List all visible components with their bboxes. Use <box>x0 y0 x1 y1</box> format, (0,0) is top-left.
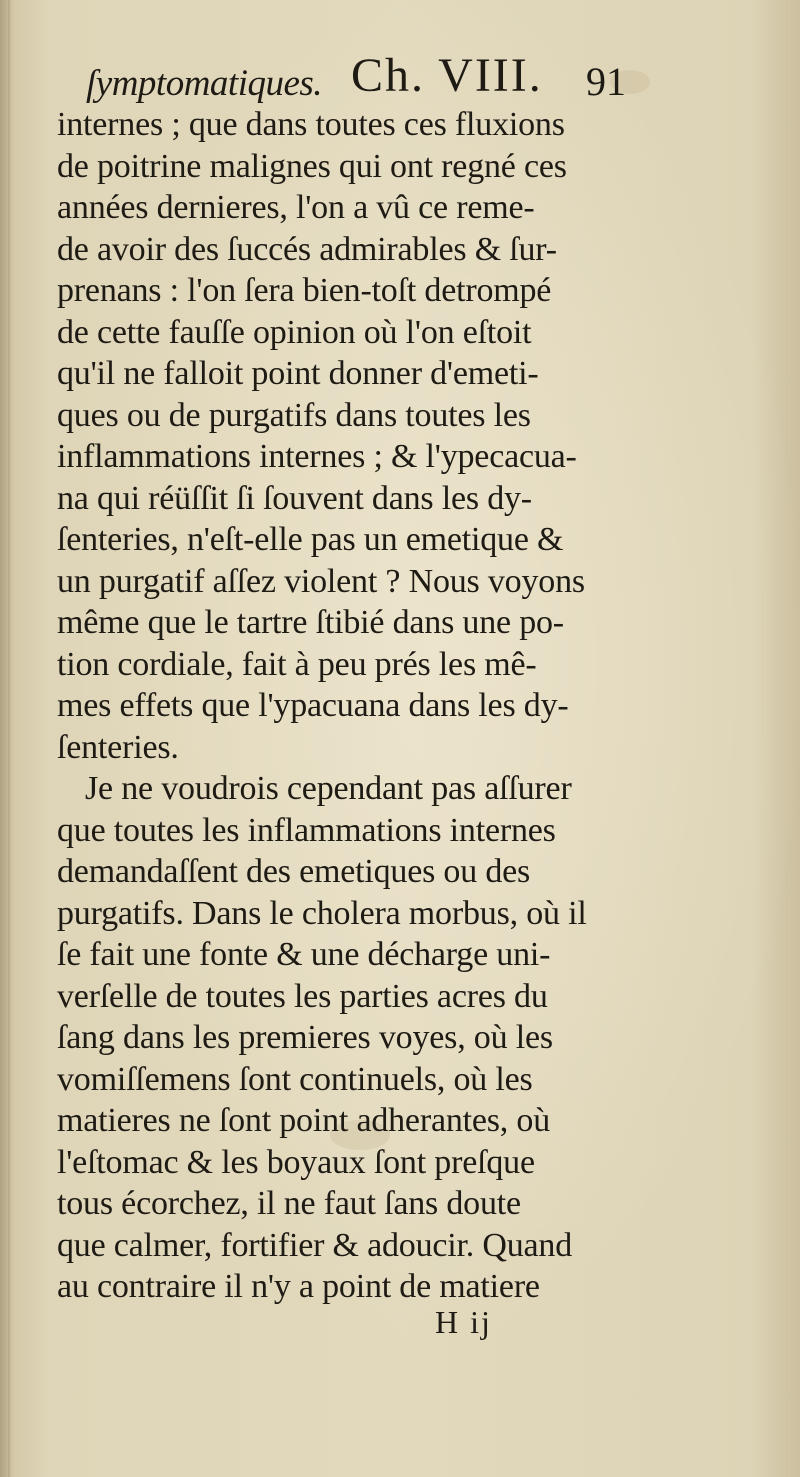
text-line: années dernieres, l'on a vû ce reme- <box>57 189 535 226</box>
text-line: de cette fauſſe opinion où l'on eſtoit <box>57 313 532 351</box>
text-line: purgatifs. Dans le cholera morbus, où il <box>57 894 587 932</box>
text-line: l'eſtomac & les boyaux ſont preſque <box>57 1143 535 1181</box>
text-line: un purgatif aſſez violent ? Nous voyons <box>57 562 585 600</box>
text-line: ſenteries, n'eſt-elle pas un emetique & <box>57 521 564 558</box>
paragraph-first-line: Je ne voudrois cependant pas aſſurer <box>85 770 572 807</box>
text-line: au contraire il n'y a point de matiere <box>57 1268 540 1305</box>
chapter-heading: Ch. VIII. <box>351 49 543 102</box>
text-line: na qui réüſſit ſi ſouvent dans les dy- <box>57 479 532 517</box>
text-line: ques ou de purgatifs dans toutes les <box>57 396 531 434</box>
text-line: verſelle de toutes les parties acres du <box>57 977 548 1015</box>
text-line: que toutes les inflammations internes <box>57 811 556 849</box>
text-line: mes effets que l'ypacuana dans les dy- <box>57 687 569 724</box>
running-head: ſymptomatiques. <box>86 63 323 104</box>
signature-mark: H ij <box>435 1304 492 1340</box>
text-line: de poitrine malignes qui ont regné ces <box>57 147 567 185</box>
text-line: matieres ne ſont point adherantes, où <box>57 1102 551 1139</box>
page-number: 91 <box>586 59 626 104</box>
text-line: tous écorchez, il ne faut ſans doute <box>57 1185 521 1222</box>
text-line: que calmer, fortifier & adoucir. Quand <box>57 1226 573 1264</box>
text-line: demandaſſent des emetiques ou des <box>57 853 531 890</box>
text-line: qu'il ne falloit point donner d'emeti- <box>57 355 539 392</box>
text-line: inflammations internes ; & l'ypecacua- <box>57 438 577 475</box>
text-line: prenans : l'on ſera bien-toſt detrompé <box>57 272 552 309</box>
text-line: vomiſſemens ſont continuels, où les <box>57 1060 533 1098</box>
text-line: tion cordiale, fait à peu prés les mê- <box>57 645 537 683</box>
text-line: même que le tartre ſtibié dans une po- <box>57 604 564 641</box>
page-edge <box>8 0 10 1477</box>
text-line: ſang dans les premieres voyes, où les <box>57 1019 553 1056</box>
text-line: ſe fait une fonte & une décharge uni- <box>57 936 551 973</box>
body-text <box>57 104 632 1308</box>
text-line: de avoir des ſuccés admirables & ſur- <box>57 230 557 268</box>
text-line: ſenteries. <box>57 728 179 766</box>
page-header <box>86 48 626 112</box>
text-line: internes ; que dans toutes ces fluxions <box>57 106 565 143</box>
gutter-shadow <box>0 0 14 1477</box>
